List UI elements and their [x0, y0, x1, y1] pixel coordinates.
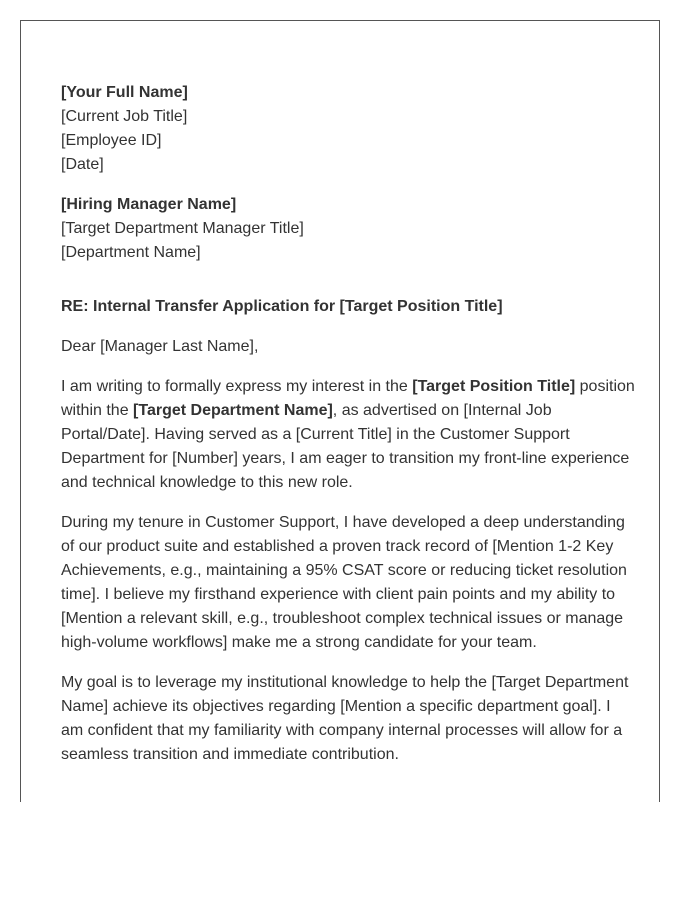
- target-position-title: [Target Position Title]: [412, 378, 576, 395]
- target-department-name: [Target Department Name]: [133, 402, 333, 419]
- paragraph-experience: During my tenure in Customer Support, I have developed a deep understanding of our product suite and established a proven track record of [Mention 1-2 Key Achievements, e.g., maintaining a 95% CSAT score or reducing ticket resolution time]. I believe my firsthand experience with client pain points and my ability to [Mention a relevant skill, e.g., troubleshoot complex technical issues or manage high-volume workflows] make me a strong candidate for your team.: [61, 514, 627, 651]
- sender-name: [Your Full Name]: [61, 84, 188, 101]
- subject-line: RE: Internal Transfer Application for [Target Position Title]: [61, 298, 503, 315]
- paragraph-intro-text-2: position within the: [61, 378, 635, 419]
- paragraph-intro-text-3: , as advertised on [Internal Job Portal/Date]. Having served as a [Current Title] in the Customer Support Department for [Number] years, I am eager to transition my front-line experience and technical knowledge to this new role.: [61, 402, 630, 491]
- paragraph-goal: My goal is to leverage my institutional knowledge to help the [Target Department Name] achieve its objectives regarding [Mention a specific department goal]. I am confident that my familiarity with company internal processes will allow for a seamless transition and immediate contribution.: [61, 674, 629, 763]
- sender-employee-id: [Employee ID]: [61, 132, 162, 149]
- paragraph-intro-text-1: I am writing to formally express my interest in the: [61, 378, 413, 395]
- recipient-title: [Target Department Manager Title]: [61, 220, 304, 237]
- recipient-department: [Department Name]: [61, 244, 201, 261]
- salutation: Dear [Manager Last Name],: [61, 338, 259, 355]
- paragraph-intro: [61, 375, 636, 495]
- recipient-name: [Hiring Manager Name]: [61, 196, 237, 213]
- letter-date: [Date]: [61, 156, 104, 173]
- sender-block: [61, 81, 636, 177]
- recipient-block: [61, 193, 636, 265]
- letter-body: [61, 81, 636, 783]
- letter-page: [20, 20, 660, 802]
- sender-job-title: [Current Job Title]: [61, 108, 188, 125]
